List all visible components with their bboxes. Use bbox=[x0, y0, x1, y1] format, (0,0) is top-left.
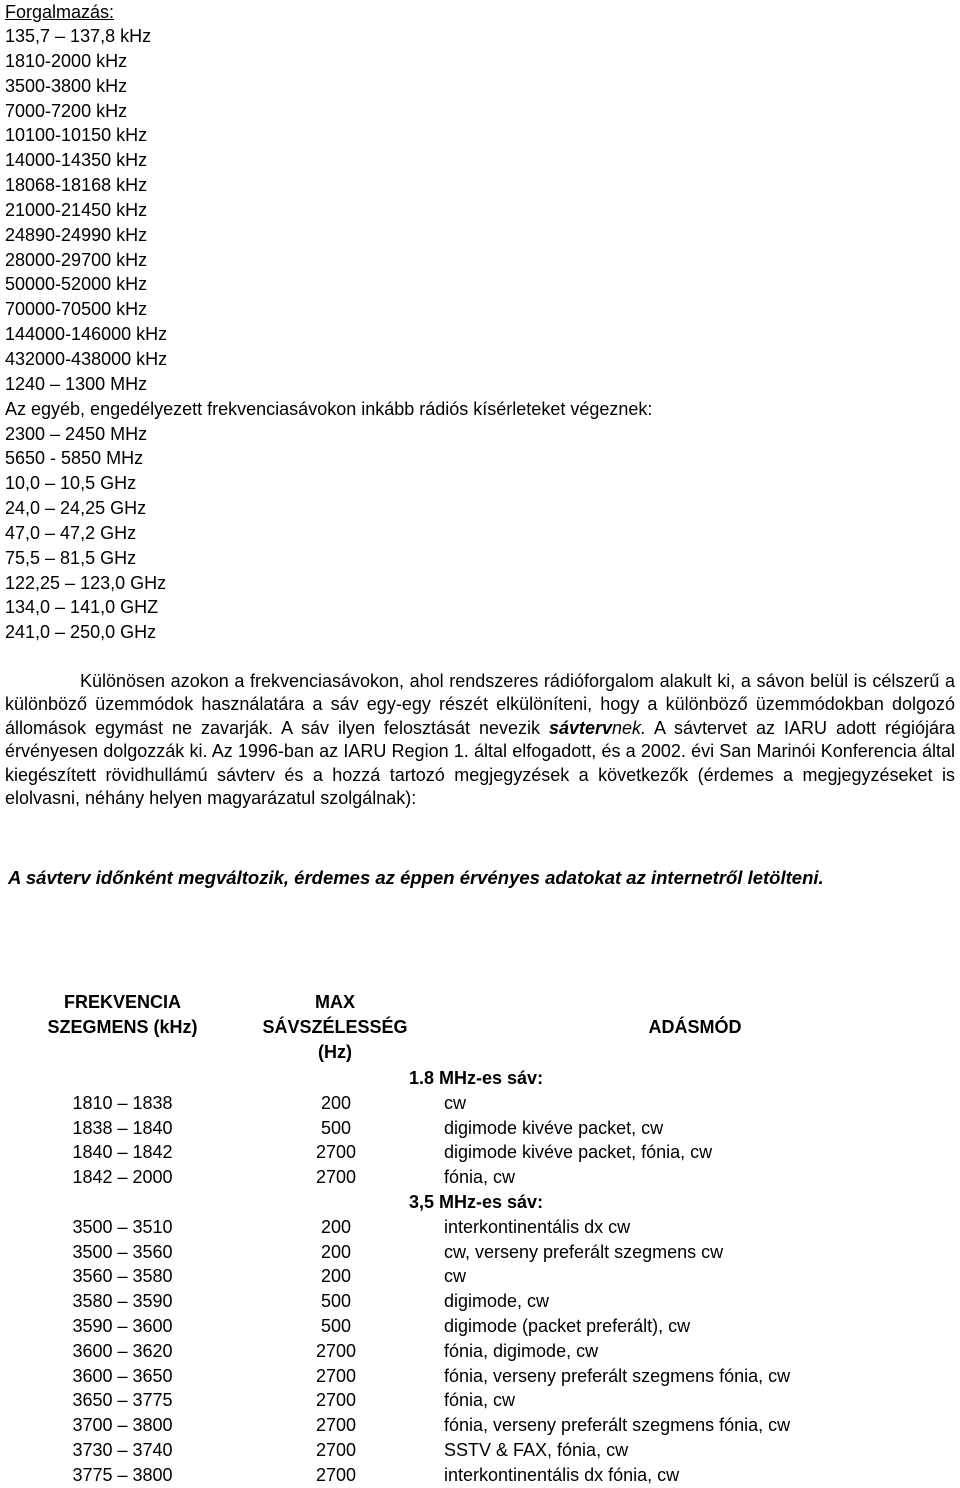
mode-cell: digimode kivéve packet, fónia, cw bbox=[444, 1142, 713, 1163]
bandwidth-cell: 200 bbox=[320, 1241, 352, 1262]
list-item: 70000-70500 kHz bbox=[5, 299, 148, 320]
list-item: 24890-24990 kHz bbox=[5, 224, 148, 245]
list-item: 21000-21450 kHz bbox=[5, 199, 148, 220]
freq-cell: 3600 – 3650 bbox=[72, 1365, 173, 1386]
freq-cell: 3700 – 3800 bbox=[72, 1415, 173, 1436]
mode-cell: digimode, cw bbox=[444, 1291, 550, 1312]
bandwidth-cell: 2700 bbox=[315, 1340, 357, 1361]
paragraph-text: A sávtervet az IARU adott régiójára érvényesen dolgozzák ki. Az 1996-ban az IARU Region 1. által elfogadott, és a 2002. évi San Marinói Konferencia által kiegészített rövidhullámú sávterv és a hozzá tartozó megjegyzések a következők (érdemes a megjegyzéseket is elolvasni, néhány helyen magyarázatul szolgálnak): bbox=[5, 717, 955, 809]
table-row bbox=[0, 1091, 960, 1116]
freq-cell: 3500 – 3560 bbox=[72, 1241, 173, 1262]
bandwidth-cell: 2700 bbox=[315, 1390, 357, 1411]
mode-cell: SSTV & FAX, fónia, cw bbox=[444, 1439, 629, 1460]
freq-cell: 3600 – 3620 bbox=[72, 1340, 173, 1361]
freq-cell: 1840 – 1842 bbox=[72, 1142, 173, 1163]
list-item: 134,0 – 141,0 GHZ bbox=[5, 597, 159, 618]
bandwidth-cell: 2700 bbox=[315, 1439, 357, 1460]
freq-cell: 3580 – 3590 bbox=[72, 1291, 173, 1312]
list-item: 18068-18168 kHz bbox=[5, 175, 148, 196]
mode-cell: fónia, verseny preferált szegmens fónia, cw bbox=[444, 1415, 791, 1436]
mode-cell: interkontinentális dx cw bbox=[444, 1216, 631, 1237]
list-item: 75,5 – 81,5 GHz bbox=[5, 547, 137, 568]
bandwidth-cell: 500 bbox=[320, 1315, 352, 1336]
mode-cell: cw bbox=[444, 1092, 466, 1113]
freq-cell: 1842 – 2000 bbox=[72, 1167, 173, 1188]
column-header-mode: ADÁSMÓD bbox=[648, 1017, 742, 1037]
table-row bbox=[0, 1463, 960, 1488]
table-row bbox=[0, 1289, 960, 1314]
list-item: 2300 – 2450 MHz bbox=[5, 423, 148, 444]
mode-cell: cw, verseny preferált szegmens cw bbox=[444, 1241, 724, 1262]
frequency-list bbox=[5, 24, 652, 645]
list-item: 1810-2000 kHz bbox=[5, 50, 128, 71]
bandwidth-cell: 2700 bbox=[315, 1464, 357, 1485]
mode-cell: digimode (packet preferált), cw bbox=[444, 1315, 691, 1336]
table-row bbox=[0, 1240, 960, 1265]
freq-cell: 3775 – 3800 bbox=[72, 1464, 173, 1485]
column-header-frequency bbox=[20, 990, 225, 1040]
paragraph-term-suffix: nek. bbox=[612, 717, 647, 738]
section-row bbox=[0, 1066, 960, 1091]
header-line: SÁVSZÉLESSÉG bbox=[262, 1017, 408, 1037]
mode-cell: fónia, verseny preferált szegmens fónia, cw bbox=[444, 1365, 791, 1386]
mode-cell: fónia, cw bbox=[444, 1390, 516, 1411]
list-item: 10,0 – 10,5 GHz bbox=[5, 473, 137, 494]
table-row bbox=[0, 1364, 960, 1389]
table-row bbox=[0, 1438, 960, 1463]
bandwidth-cell: 200 bbox=[320, 1266, 352, 1287]
freq-cell: 3500 – 3510 bbox=[72, 1216, 173, 1237]
header-line: FREKVENCIA bbox=[63, 992, 181, 1012]
table-row bbox=[0, 1116, 960, 1141]
section-heading: Forgalmazás: bbox=[5, 2, 115, 22]
list-item: Az egyéb, engedélyezett frekvenciasávokon inkább rádiós kísérleteket végeznek: bbox=[5, 398, 653, 419]
bandwidth-cell: 500 bbox=[320, 1117, 352, 1138]
table-row bbox=[0, 1314, 960, 1339]
section-title: 3,5 MHz-es sáv: bbox=[409, 1191, 544, 1212]
list-item: 1240 – 1300 MHz bbox=[5, 373, 148, 394]
list-item: 5650 - 5850 MHz bbox=[5, 448, 144, 469]
table-row bbox=[0, 1413, 960, 1438]
bandwidth-cell: 2700 bbox=[315, 1167, 357, 1188]
list-item: 3500-3800 kHz bbox=[5, 75, 128, 96]
list-item: 10100-10150 kHz bbox=[5, 125, 148, 146]
column-header-bandwidth bbox=[235, 990, 435, 1065]
list-item: 122,25 – 123,0 GHz bbox=[5, 572, 167, 593]
bandwidth-cell: 200 bbox=[320, 1092, 352, 1113]
list-item: 24,0 – 24,25 GHz bbox=[5, 498, 147, 519]
list-item: 135,7 – 137,8 kHz bbox=[5, 26, 152, 46]
section-row bbox=[0, 1190, 960, 1215]
mode-cell: cw bbox=[444, 1266, 466, 1287]
table-row bbox=[0, 1140, 960, 1165]
paragraph-text: Különösen azokon a frekvenciasávokon, ahol rendszeres rádióforgalom alakult ki, a sávon belül is célszerű a különböző üzemmódok használatára a sáv egy-egy részét elkülöníteni, hogy a különböző üzemmódokban dolgozó állomások egymást ne zavarják. A sáv ilyen felosztását nevezik bbox=[5, 671, 955, 738]
bandwidth-cell: 2700 bbox=[315, 1365, 357, 1386]
bandwidth-cell: 2700 bbox=[315, 1142, 357, 1163]
section-title: 1.8 MHz-es sáv: bbox=[409, 1068, 544, 1088]
header-line: MAX bbox=[315, 992, 355, 1012]
freq-cell: 1810 – 1838 bbox=[72, 1092, 173, 1113]
paragraph-term: sávterv bbox=[548, 717, 613, 738]
mode-cell: digimode kivéve packet, cw bbox=[444, 1117, 664, 1138]
freq-cell: 1838 – 1840 bbox=[72, 1117, 173, 1138]
mode-cell: fónia, digimode, cw bbox=[444, 1340, 599, 1361]
list-item: 28000-29700 kHz bbox=[5, 249, 148, 270]
update-note: A sávterv időnként megváltozik, érdemes az éppen érvényes adatokat az internetről letölteni. bbox=[8, 867, 824, 888]
bandwidth-cell: 500 bbox=[320, 1291, 352, 1312]
list-item: 144000-146000 kHz bbox=[5, 324, 168, 345]
list-item: 50000-52000 kHz bbox=[5, 274, 148, 295]
bandwidth-cell: 2700 bbox=[315, 1415, 357, 1436]
band-plan-table bbox=[0, 1066, 960, 1488]
freq-cell: 3590 – 3600 bbox=[72, 1315, 173, 1336]
freq-cell: 3650 – 3775 bbox=[72, 1390, 173, 1411]
mode-cell: interkontinentális dx fónia, cw bbox=[444, 1464, 680, 1485]
table-row bbox=[0, 1264, 960, 1289]
intro-paragraph bbox=[5, 670, 955, 810]
mode-cell: fónia, cw bbox=[444, 1167, 516, 1188]
list-item: 47,0 – 47,2 GHz bbox=[5, 522, 137, 543]
header-line: SZEGMENS (kHz) bbox=[47, 1017, 198, 1037]
list-item: 432000-438000 kHz bbox=[5, 348, 168, 369]
table-row bbox=[0, 1388, 960, 1413]
table-row bbox=[0, 1215, 960, 1240]
list-item: 241,0 – 250,0 GHz bbox=[5, 622, 157, 643]
header-line: (Hz) bbox=[318, 1042, 352, 1062]
freq-cell: 3730 – 3740 bbox=[72, 1439, 173, 1460]
freq-cell: 3560 – 3580 bbox=[72, 1266, 173, 1287]
table-row bbox=[0, 1165, 960, 1190]
list-item: 7000-7200 kHz bbox=[5, 100, 128, 121]
bandwidth-cell: 200 bbox=[320, 1216, 352, 1237]
table-row bbox=[0, 1339, 960, 1364]
list-item: 14000-14350 kHz bbox=[5, 150, 148, 171]
